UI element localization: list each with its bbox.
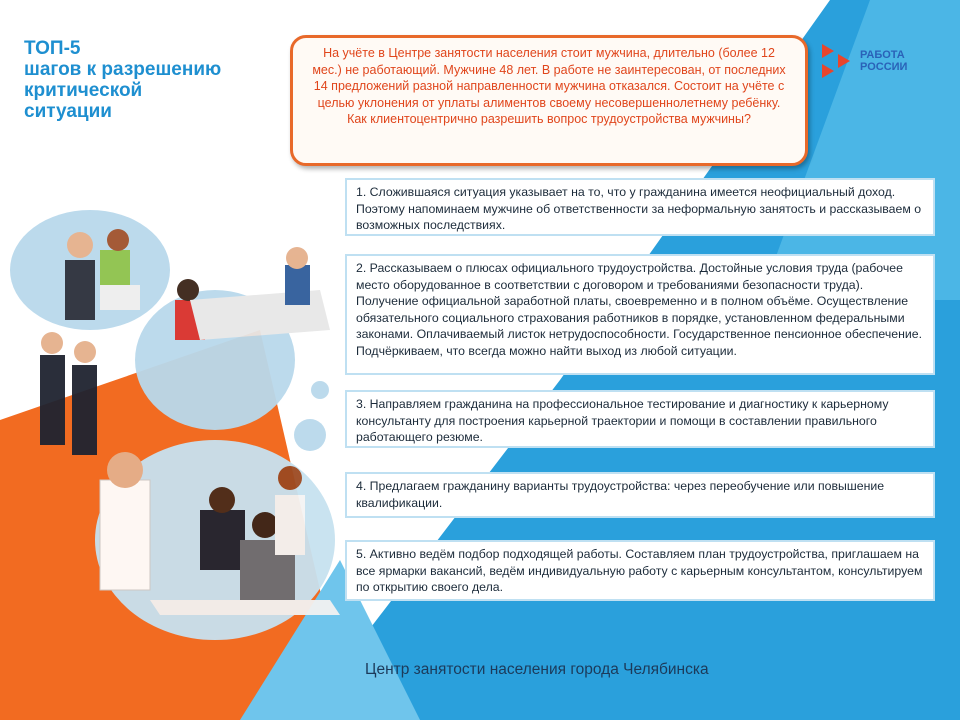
logo-text: РАБОТА (860, 49, 905, 61)
step-2: 2. Рассказываем о плюсах официального трудоустройства. Достойные условия труда (рабочее место оборудованное в соответствии с договором и требованиями безопасности труда). Получение официальной заработной платы, своевременно и в полном объёме. Осуществление обязательного социального страхования работников в порядке, установленном федеральными законами. Оплачиваемый листок нетрудоспособности. Государственное пенсионное обеспечение. Подчёркиваем, что всегда можно найти выход из любой ситуации. (345, 254, 935, 375)
logo-arrows-icon (820, 42, 856, 82)
page-title (24, 38, 221, 122)
title-line: ТОП-5 (24, 38, 81, 59)
case-description: На учёте в Центре занятости населения стоит мужчина, длительно (более 12 мес.) не работающий. Мужчине 48 лет. В работе не заинтересован, от последних 14 предложений разной направленности мужчина отказался. Состоит на учёте с целью уклонения от уплаты алиментов своему несовершеннолетнему ребёнку. Как клиентоцентрично разрешить вопрос трудоустройства мужчины? (290, 35, 808, 166)
logo-text: РОССИИ (860, 61, 908, 73)
step-4: 4. Предлагаем гражданину варианты трудоустройства: через переобучение или повышение квалификации. (345, 472, 935, 518)
step-1: 1. Сложившаяся ситуация указывает на то, что у гражданина имеется неофициальный доход. Поэтому напоминаем мужчине об ответственности за неформальную занятость и рассказываем о возможных последствиях. (345, 178, 935, 236)
footer-organization: Центр занятости населения города Челябинска (365, 661, 709, 678)
title-line: ситуации (24, 101, 112, 122)
rabota-rossii-logo (820, 42, 930, 82)
step-5: 5. Активно ведём подбор подходящей работы. Составляем план трудоустройства, приглашаем на все ярмарки вакансий, ведём индивидуальную работу с карьерным консультантом, консультируем по открытию своего дела. (345, 540, 935, 601)
title-line: критической (24, 80, 143, 101)
step-3: 3. Направляем гражданина на профессиональное тестирование и диагностику к карьерному консультанту для построения карьерной траектории и помощи в составлении правильного работающего резюме. (345, 390, 935, 448)
title-line: шагов к разрешению (24, 59, 222, 80)
